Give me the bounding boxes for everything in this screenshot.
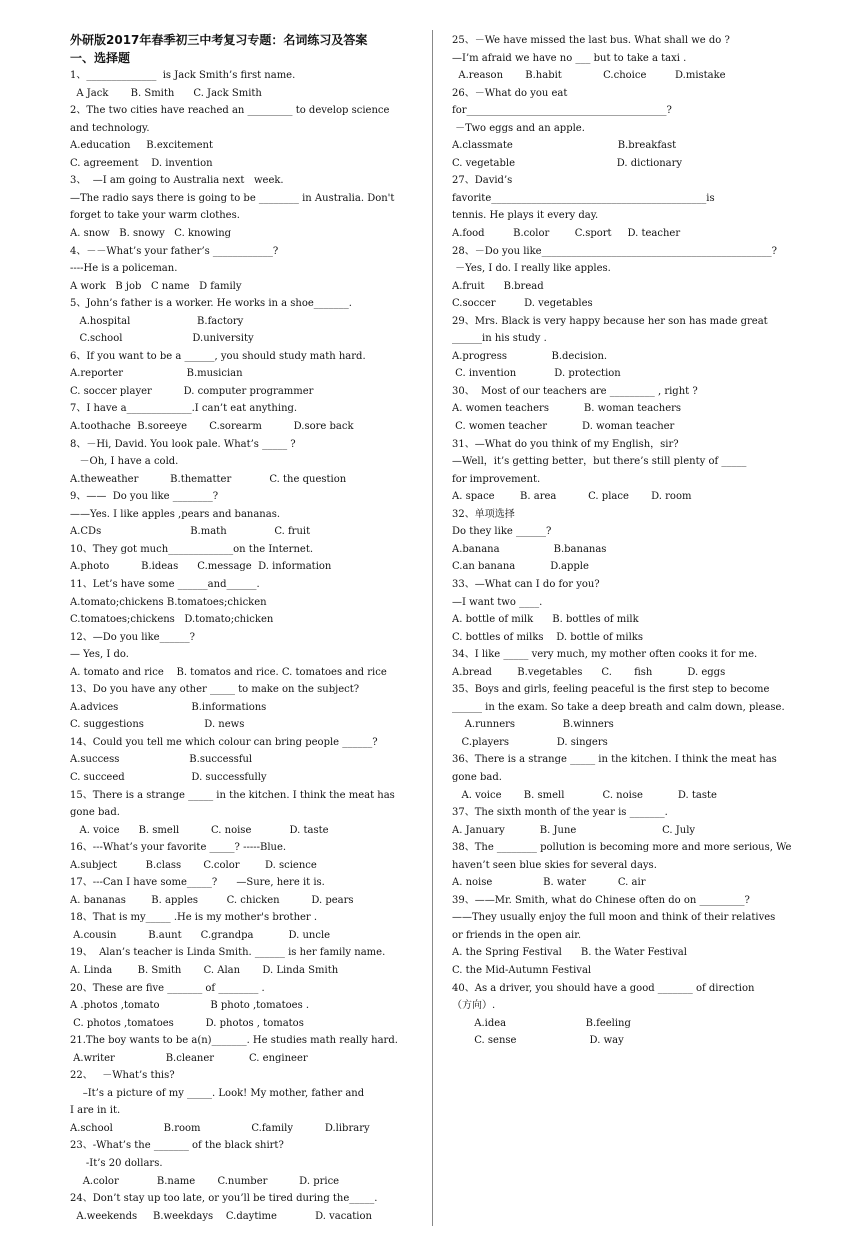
text-line: A.color B.name C.number D. price	[70, 1175, 340, 1187]
text-line: 17、---Can I have some_____? —Sure, here it is.	[70, 877, 325, 889]
text-line: A. voice B. smell C. noise D. taste	[70, 824, 329, 836]
text-line: A.CDs B.math C. fruit	[70, 526, 311, 538]
text-line: 12、—Do you like______?	[70, 631, 195, 643]
text-line: forget to take your warm clothes.	[70, 210, 240, 222]
text-line: A.runners B.winners	[452, 719, 614, 731]
text-line: ——Yes. I like apples ,pears and bananas.	[70, 508, 281, 520]
text-line: A.success B.successful	[70, 754, 253, 766]
text-line: 36、There is a strange _____ in the kitchen. I think the meat has	[452, 754, 777, 766]
text-line: C.an banana D.apple	[452, 561, 589, 573]
right-question-list	[452, 32, 800, 1050]
text-line: —I want two ____.	[452, 596, 543, 608]
text-line: A work B job C name D family	[70, 280, 242, 292]
text-line: A. Linda B. Smith C. Alan D. Linda Smith	[70, 964, 339, 976]
text-line: A.advices B.informations	[70, 701, 267, 713]
text-line: 19、 Alan’s teacher is Linda Smith. ______ is her family name.	[70, 947, 386, 959]
text-line: 40、As a driver, you should have a good _______ of direction	[452, 982, 755, 994]
text-line: tennis. He plays it every day.	[452, 210, 599, 222]
text-line: C.players D. singers	[452, 736, 608, 748]
text-line: A. bananas B. apples C. chicken D. pears	[70, 894, 354, 906]
text-line: A. tomato and rice B. tomatos and rice. C. tomatoes and rice	[70, 666, 387, 678]
text-line: 9、—— Do you like ________?	[70, 491, 219, 503]
document-title: 外研版2017年春季初三中考复习专题：名词练习及答案	[70, 33, 368, 47]
text-line: 34、I like _____ very much, my mother often cooks it for me.	[452, 649, 758, 661]
text-line: 24、Don’t stay up too late, or you’ll be tired during the_____.	[70, 1193, 378, 1205]
text-line: 35、Boys and girls, feeling peaceful is the first step to become	[452, 684, 770, 696]
text-line: C. photos ,tomatoes D. photos , tomatos	[70, 1017, 304, 1029]
text-line: ______ in the exam. So take a deep breath and calm down, please.	[452, 701, 785, 713]
text-line: 32、单项选择	[452, 508, 515, 520]
text-line: C. bottles of milks D. bottle of milks	[452, 631, 643, 643]
text-line: A.school B.room C.family D.library	[70, 1122, 370, 1134]
text-line: —The radio says there is going to be ________ in Australia. Don't	[70, 192, 395, 204]
text-line: －Two eggs and an apple.	[452, 122, 585, 134]
text-line: -It’s 20 dollars.	[70, 1158, 163, 1169]
text-line: C.soccer D. vegetables	[452, 298, 593, 310]
text-line: — Yes, I do.	[70, 649, 129, 661]
text-line: 14、Could you tell me which colour can bring people ______?	[70, 736, 378, 748]
text-line: 28、－Do you like______________________________________________?	[452, 245, 777, 257]
text-line: A.toothache B.soreeye C.sorearm D.sore back	[70, 421, 354, 433]
text-line: C. agreement D. invention	[70, 157, 213, 169]
text-line: 7、I have a_____________.I can’t eat anything.	[70, 403, 298, 415]
text-line: －Yes, I do. I really like apples.	[452, 263, 611, 275]
text-line: 30、 Most of our teachers are _________ , right ?	[452, 385, 698, 397]
text-line: C.school D.university	[70, 333, 254, 345]
text-line: A.progress B.decision.	[452, 350, 608, 362]
text-line: C. succeed D. successfully	[70, 771, 267, 783]
text-line: favorite___________________________________________is	[452, 192, 715, 204]
text-line: haven’t seen blue skies for several days.	[452, 859, 657, 871]
text-line: gone bad.	[452, 771, 502, 783]
text-line: A.subject B.class C.color D. science	[70, 859, 317, 871]
text-line: A. snow B. snowy C. knowing	[70, 228, 232, 240]
text-line: for improvement.	[452, 473, 541, 485]
text-line: C. the Mid-Autumn Festival	[452, 964, 592, 976]
text-line: A.theweather B.thematter C. the question	[70, 473, 347, 485]
text-line: A. noise B. water C. air	[452, 877, 646, 889]
text-line: A.idea B.feeling	[452, 1017, 631, 1029]
text-line: A. women teachers B. woman teachers	[452, 403, 682, 415]
text-line: A.tomato;chickens B.tomatoes;chicken	[70, 596, 267, 608]
text-line: A .photos ,tomato B photo ,tomatoes .	[70, 1000, 310, 1012]
text-line: A.banana B.bananas	[452, 543, 607, 555]
text-line: A.photo B.ideas C.message D. information	[70, 561, 332, 573]
text-line: —I’m afraid we have no ___ but to take a taxi .	[452, 52, 687, 64]
text-line: 18、That is my_____ .He is my mother's brother .	[70, 912, 318, 924]
text-line: A Jack B. Smith C. Jack Smith	[70, 87, 262, 99]
text-line: （方向）.	[452, 1000, 496, 1012]
text-line: A.reason B.habit C.choice D.mistake	[452, 70, 726, 82]
text-line: –It’s a picture of my _____. Look! My mother, father and	[70, 1087, 365, 1099]
text-line: 5、John’s father is a worker. He works in a shoe_______.	[70, 298, 352, 310]
text-line: ----He is a policeman.	[70, 263, 178, 275]
text-line: A.writer B.cleaner C. engineer	[70, 1052, 308, 1064]
text-line: 25、－We have missed the last bus. What shall we do ?	[452, 35, 730, 46]
text-line: A.cousin B.aunt C.grandpa D. uncle	[70, 929, 331, 941]
text-line: 11、Let’s have some ______and______.	[70, 578, 260, 590]
text-line: 3、 —I am going to Australia next week.	[70, 175, 284, 187]
text-line: 23、-What’s the _______ of the black shirt?	[70, 1140, 284, 1152]
text-line: Do they like ______?	[452, 526, 552, 538]
text-line: 26、－What do you eat	[452, 87, 568, 99]
text-line: A.bread B.vegetables C. fish D. eggs	[452, 666, 726, 678]
text-line: A.weekends B.weekdays C.daytime D. vacation	[70, 1210, 372, 1222]
text-line: I are in it.	[70, 1105, 121, 1117]
text-line: A.hospital B.factory	[70, 315, 244, 327]
text-line: 21.The boy wants to be a(n)_______. He studies math really hard.	[70, 1035, 398, 1047]
text-line: 16、---What’s your favorite _____? -----Blue.	[70, 842, 287, 854]
text-line: A.reporter B.musician	[70, 368, 243, 380]
text-line: 2、The two cities have reached an _________ to develop science	[70, 105, 390, 117]
text-line: and technology.	[70, 122, 150, 134]
text-line: 38、The ________ pollution is becoming more and more serious, We	[452, 842, 792, 854]
text-line: —Well，it’s getting better，but there’s still plenty of _____	[452, 456, 747, 468]
text-line: C. soccer player D. computer programmer	[70, 385, 314, 397]
text-line: 39、——Mr. Smith, what do Chinese often do on _________?	[452, 894, 750, 906]
text-line: 37、The sixth month of the year is _______.	[452, 807, 668, 819]
text-line: 6、If you want to be a ______, you should study math hard.	[70, 350, 366, 362]
text-line: ______in his study .	[452, 333, 547, 345]
text-line: 33、—What can I do for you?	[452, 578, 600, 590]
text-line: A. space B. area C. place D. room	[452, 491, 692, 503]
text-line: 15、There is a strange _____ in the kitchen. I think the meat has	[70, 789, 395, 801]
text-line: or friends in the open air.	[452, 929, 582, 941]
text-line: A.food B.color C.sport D. teacher	[452, 228, 681, 240]
text-line: 8、－Hi, David. You look pale. What’s _____ ?	[70, 438, 296, 450]
text-line: A. bottle of milk B. bottles of milk	[452, 614, 639, 626]
text-line: 1、______________ is Jack Smith’s first name.	[70, 70, 296, 82]
text-line: A.fruit B.bread	[452, 280, 544, 292]
text-line: C. vegetable D. dictionary	[452, 157, 683, 169]
text-line: 10、They got much_____________on the Internet.	[70, 543, 314, 555]
text-line: A. January B. June C. July	[452, 824, 696, 836]
text-line: 31、—What do you think of my English，sir?	[452, 438, 679, 450]
text-line: 27、David’s	[452, 175, 513, 187]
left-question-list	[70, 67, 418, 1225]
left-column	[70, 32, 418, 1225]
text-line: C.tomatoes;chickens D.tomato;chicken	[70, 614, 274, 626]
text-line: A.classmate B.breakfast	[452, 140, 677, 152]
text-line: －Oh, I have a cold.	[70, 456, 179, 468]
text-line: C. invention D. protection	[452, 368, 621, 380]
text-line: C. suggestions D. news	[70, 719, 245, 731]
text-line: 20、These are five _______ of ________ .	[70, 982, 265, 994]
section-heading: 一、选择题	[70, 50, 131, 65]
text-line: 13、Do you have any other _____ to make on the subject?	[70, 684, 360, 696]
text-line: 4、－－What’s your father’s ____________?	[70, 245, 279, 257]
text-line: A. the Spring Festival B. the Water Festival	[452, 947, 687, 959]
text-line: ——They usually enjoy the full moon and think of their relatives	[452, 912, 776, 924]
text-line: A.education B.excitement	[70, 140, 213, 152]
text-line: A. voice B. smell C. noise D. taste	[452, 789, 717, 801]
text-line: for________________________________________?	[452, 105, 672, 117]
text-line: C. sense D. way	[452, 1035, 624, 1047]
text-line: gone bad.	[70, 807, 120, 819]
text-line: C. women teacher D. woman teacher	[452, 421, 675, 433]
column-divider	[432, 30, 433, 1226]
text-line: 22、 －What’s this?	[70, 1070, 175, 1082]
text-line: 29、Mrs. Black is very happy because her son has made great	[452, 315, 768, 327]
right-column	[452, 32, 800, 1050]
